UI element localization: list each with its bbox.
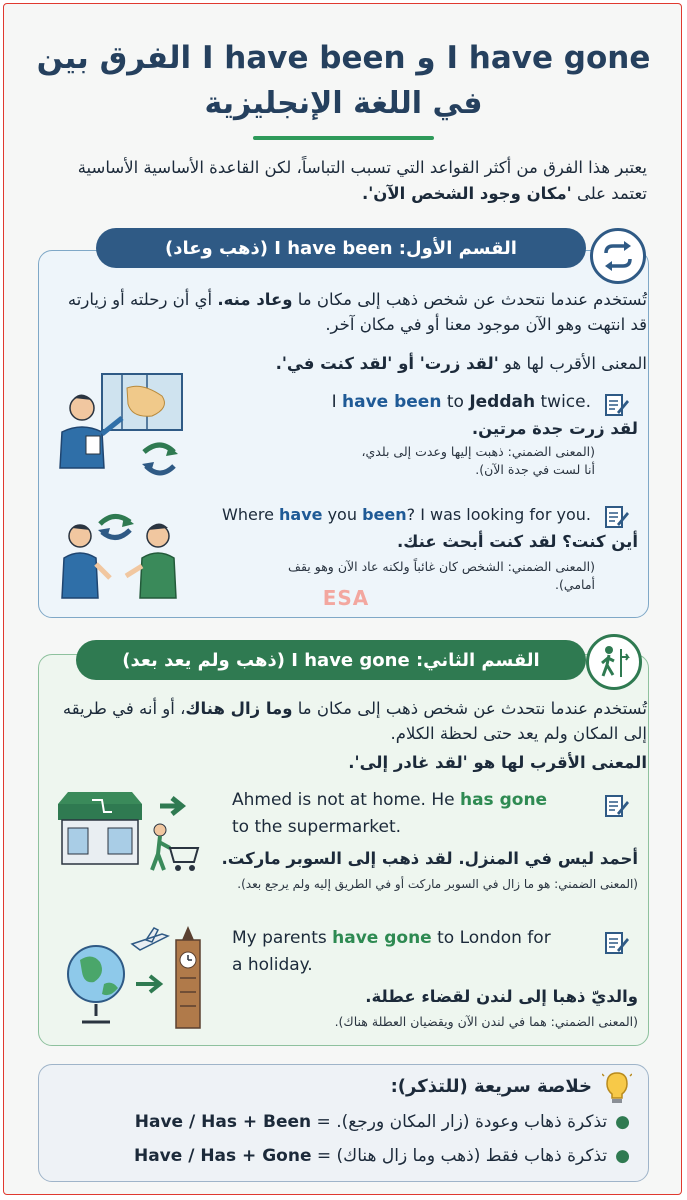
section1-meaning: المعنى الأقرب لها هو 'لقد زرت' أو 'لقد كنت في'. [275, 354, 647, 373]
intro-emphasis: 'مكان وجود الشخص الآن'. [361, 184, 572, 203]
summary-row-gone: ●تذكرة ذهاب فقط (ذهب وما زال هناك) = Have / Has + Gone [133, 1146, 630, 1166]
s1-example2-note: (المعنى الضمني: الشخص كان غائباً ولكنه عاد الآن وهو يقف أمامي). [288, 559, 595, 592]
section2-explanation: تُستخدم عندما نتحدث عن شخص ذهب إلى مكان ما وما زال هناك، أو أنه في طريقه إلى المكان ولم يعد حتى لحظة الكلام. [62, 699, 647, 743]
travel-london-illustration [62, 922, 212, 1032]
section1-explanation: تُستخدم عندما نتحدث عن شخص ذهب إلى مكان ما وعاد منه. أي أن رحلته أو زيارته قد انتهت وهو الآن موجود معنا أو في مكان آخر. [67, 290, 647, 334]
summary-title: خلاصة سريعة (للتذكر): [390, 1076, 592, 1097]
page-subtitle: في اللغة الإنجليزية [204, 86, 483, 121]
s2-example1-arabic: أحمد ليس في المنزل. لقد ذهب إلى السوبر ماركت. [221, 849, 638, 868]
note-pencil-icon [604, 504, 630, 530]
s1-example2-arabic: أين كنت؟ لقد كنت أبحث عنك. [396, 532, 638, 551]
s1-example2-english: Where have you been? I was looking for you. [222, 505, 591, 524]
formula-gone: Have / Has + Gone [133, 1146, 312, 1166]
section2-header: القسم الثاني: I have gone (ذهب ولم يعد بعد) [76, 640, 586, 680]
s2-example1-note: (المعنى الضمني: هو ما زال في السوبر ماركت أو في الطريق إليه ولم يرجع بعد). [237, 877, 638, 891]
s2-example2-note: (المعنى الضمني: هما في لندن الآن ويقضيان العطلة هناك). [334, 1014, 638, 1029]
supermarket-illustration [56, 790, 206, 880]
map-illustration [52, 368, 192, 486]
s2-example1-english-line2: to the supermarket. [232, 817, 402, 837]
intro-paragraph: يعتبر هذا الفرق من أكثر القواعد التي تسبب التباساً، لكن القاعدة الأساسية الأساسية تعتمد على 'مكان وجود الشخص الآن'. [77, 158, 647, 203]
s1-example1-english: I have been to Jeddah twice. [331, 392, 591, 412]
s2-example1-english: Ahmed is not at home. He has gone [232, 790, 548, 810]
note-pencil-icon [604, 793, 630, 819]
s2-example2-english: My parents have gone to London for [232, 928, 551, 948]
s1-example1-note: (المعنى الضمني: ذهبت إليها وعدت إلى بلدي، أنا لست في جدة الآن). [361, 444, 595, 477]
summary-row-been: ●تذكرة ذهاب وعودة (زار المكان ورجع). = Have / Has + Been [134, 1112, 630, 1132]
section2-meaning: المعنى الأقرب لها هو 'لقد غادر إلى'. [348, 753, 647, 772]
note-pencil-icon [604, 392, 630, 418]
formula-been: Have / Has + Been [134, 1112, 312, 1132]
title-underline [253, 136, 434, 140]
lightbulb-icon [602, 1070, 632, 1106]
s2-example2-english-line2: a holiday. [232, 955, 313, 975]
note-pencil-icon [604, 930, 630, 956]
walking-person-icon [586, 634, 642, 690]
s1-example1-arabic: لقد زرت جدة مرتين. [471, 419, 638, 438]
conversation-illustration [58, 500, 188, 600]
s2-example2-arabic: والديّ ذهبا إلى لندن لقضاء عطلة. [365, 987, 638, 1006]
esa-watermark: ESA [322, 586, 370, 610]
page-title: الفرق بين I have been و I have gone [36, 40, 651, 76]
repeat-arrows-icon [590, 228, 646, 284]
section1-header: القسم الأول: I have been (ذهب وعاد) [96, 228, 586, 268]
